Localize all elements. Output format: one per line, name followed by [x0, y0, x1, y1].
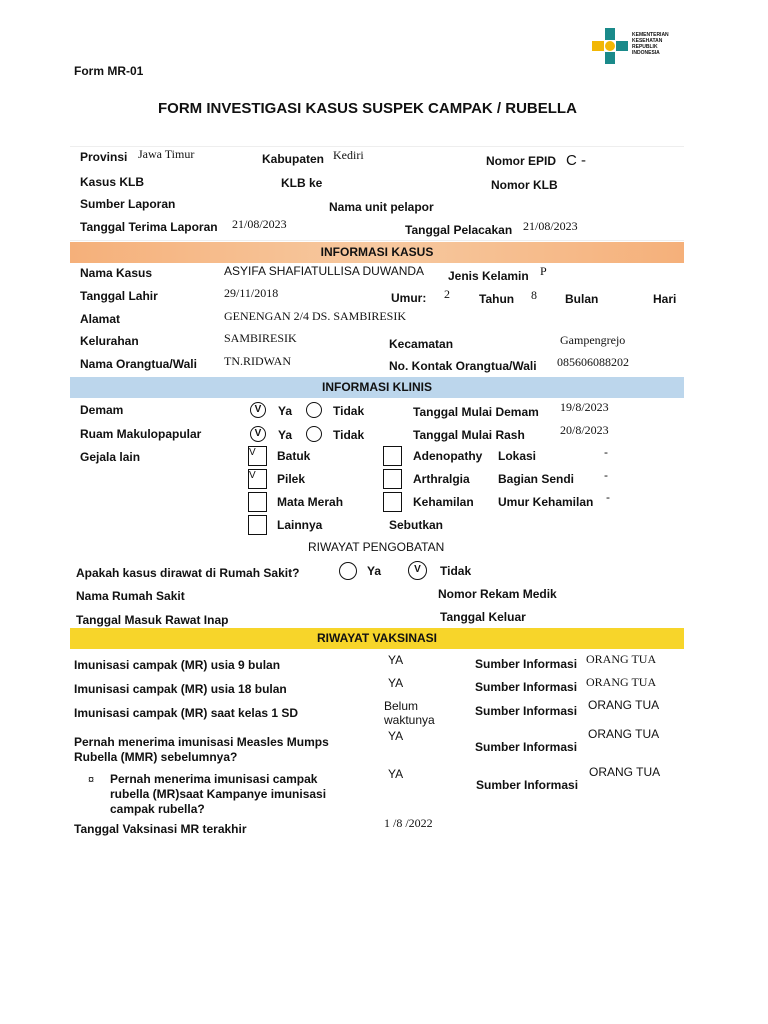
bagian-sendi-value: -	[604, 468, 608, 482]
vaksin-row-kampanye-source: ORANG TUA	[589, 765, 661, 779]
tgl-demam-value: 19/8/2023	[560, 400, 609, 414]
vaksin-row-mmr-answer: YA	[388, 729, 404, 743]
pilek-checkbox[interactable]: V	[248, 469, 267, 489]
batuk-checkbox[interactable]: V	[248, 446, 267, 466]
tanggal-keluar-label: Tanggal Keluar	[440, 610, 526, 624]
vaksin-row-18bulan-answer: YA	[388, 676, 404, 690]
vaksin-row-9bulan-source-label: Sumber Informasi	[475, 657, 578, 671]
kehamilan-label: Kehamilan	[413, 495, 474, 509]
ruam-tidak-radio[interactable]	[306, 426, 322, 442]
ruam-label: Ruam Makulopapular	[80, 427, 202, 441]
lokasi-label: Lokasi	[498, 449, 537, 463]
adenopathy-checkbox[interactable]	[383, 446, 402, 466]
nomor-klb-label: Nomor KLB	[491, 178, 558, 192]
nama-kasus-value: ASYIFA SHAFIATULLISA DUWANDA	[224, 264, 425, 278]
demam-tidak-label: Tidak	[333, 404, 365, 418]
rumah-sakit-label: Nama Rumah Sakit	[76, 589, 185, 603]
logo-text: KEMENTERIAN KESEHATAN REPUBLIK INDONESIA	[632, 32, 669, 56]
demam-ya-radio[interactable]: V	[250, 402, 266, 418]
rawat-ya-radio[interactable]	[339, 562, 357, 580]
row-line	[70, 240, 684, 241]
bulan-label: Bulan	[565, 292, 599, 306]
bullet-icon: ¤	[88, 774, 95, 786]
lainnya-label: Lainnya	[277, 518, 323, 532]
gejala-lain-label: Gejala lain	[80, 450, 141, 464]
tgl-rash-label: Tanggal Mulai Rash	[413, 428, 525, 442]
kecamatan-value: Gampengrejo	[560, 333, 626, 347]
kasus-klb-label: Kasus KLB	[80, 175, 145, 189]
arthralgia-label: Arthralgia	[413, 472, 470, 486]
vaksin-row-sd-question: Imunisasi campak (MR) saat kelas 1 SD	[74, 706, 299, 720]
rawat-ya-label: Ya	[367, 564, 382, 578]
rawat-tidak-radio[interactable]: V	[408, 561, 427, 580]
vaksin-row-kampanye-source-label: Sumber Informasi	[476, 778, 579, 792]
epid-value: C -	[566, 152, 586, 169]
umur-value: 2	[444, 287, 450, 301]
demam-ya-label: Ya	[278, 404, 293, 418]
kecamatan-label: Kecamatan	[389, 337, 454, 351]
tanggal-lahir-label: Tanggal Lahir	[80, 289, 158, 303]
tgl-demam-label: Tanggal Mulai Demam	[413, 405, 539, 419]
tgl-vaksinasi-label: Tanggal Vaksinasi MR terakhir	[74, 822, 247, 836]
bulan-value: 8	[531, 288, 537, 302]
section-riwayat-vaksinasi: RIWAYAT VAKSINASI	[70, 628, 684, 649]
alamat-value: GENENGAN 2/4 DS. SAMBIRESIK	[224, 309, 407, 323]
tgl-vaksinasi-value: 1 /8 /2022	[384, 816, 433, 830]
vaksin-row-mmr-source: ORANG TUA	[588, 727, 660, 741]
batuk-label: Batuk	[277, 449, 311, 463]
nama-kasus-label: Nama Kasus	[80, 266, 153, 280]
lokasi-value: -	[604, 445, 608, 459]
tanggal-lahir-value: 29/11/2018	[224, 286, 279, 300]
kehamilan-checkbox[interactable]	[383, 492, 402, 512]
sebutkan-label: Sebutkan	[389, 518, 444, 532]
lainnya-checkbox[interactable]	[248, 515, 267, 535]
page-title: FORM INVESTIGASI KASUS SUSPEK CAMPAK / RUBELLA	[158, 100, 577, 117]
tgl-pelacakan-label: Tanggal Pelacakan	[405, 223, 513, 237]
kelurahan-value: SAMBIRESIK	[224, 331, 297, 345]
vaksin-row-9bulan-question: Imunisasi campak (MR) usia 9 bulan	[74, 658, 281, 672]
epid-label: Nomor EPID	[486, 154, 557, 168]
tgl-terima-label: Tanggal Terima Laporan	[80, 220, 218, 234]
demam-label: Demam	[80, 403, 124, 417]
unit-pelapor-label: Nama unit pelapor	[329, 200, 434, 214]
section-informasi-klinis: INFORMASI KLINIS	[70, 377, 684, 398]
vaksin-row-sd-source: ORANG TUA	[588, 698, 660, 712]
vaksin-row-sd-source-label: Sumber Informasi	[475, 704, 578, 718]
ortu-value: TN.RIDWAN	[224, 354, 291, 368]
vaksin-row-9bulan-answer: YA	[388, 653, 404, 667]
vaksin-row-kampanye-question: Pernah menerima imunisasi campak rubella (MR)saat Kampanye imunisasi campak rubella?	[110, 772, 327, 816]
provinsi-value: Jawa Timur	[138, 147, 195, 161]
provinsi-label: Provinsi	[80, 150, 128, 164]
kemenkes-logo-icon	[592, 28, 628, 64]
tgl-pelacakan-value: 21/08/2023	[523, 219, 578, 233]
vaksin-row-9bulan-source: ORANG TUA	[586, 652, 657, 666]
vaksin-row-18bulan-source: ORANG TUA	[586, 675, 657, 689]
vaksin-row-sd-answer: Belum waktunya	[384, 699, 435, 727]
rawat-question: Apakah kasus dirawat di Rumah Sakit?	[76, 566, 300, 580]
tgl-terima-value: 21/08/2023	[232, 217, 287, 231]
kontak-label: No. Kontak Orangtua/Wali	[389, 359, 537, 373]
ortu-label: Nama Orangtua/Wali	[80, 357, 197, 371]
tgl-rash-value: 20/8/2023	[560, 423, 609, 437]
umur-kehamilan-value: -	[606, 490, 610, 504]
umur-kehamilan-label: Umur Kehamilan	[498, 495, 594, 509]
masuk-rawat-label: Tanggal Masuk Rawat Inap	[76, 613, 229, 627]
arthralgia-checkbox[interactable]	[383, 469, 402, 489]
ruam-ya-radio[interactable]: V	[250, 426, 266, 442]
alamat-label: Alamat	[80, 312, 121, 326]
jenis-kelamin-label: Jenis Kelamin	[448, 269, 529, 283]
kontak-value: 085606088202	[557, 355, 629, 369]
mata-merah-checkbox[interactable]	[248, 492, 267, 512]
kabupaten-value: Kediri	[333, 148, 364, 162]
tahun-label: Tahun	[479, 292, 515, 306]
ruam-tidak-label: Tidak	[333, 428, 365, 442]
rekam-medik-label: Nomor Rekam Medik	[438, 587, 557, 601]
rawat-tidak-label: Tidak	[440, 564, 472, 578]
klb-ke-label: KLB ke	[281, 176, 323, 190]
kabupaten-label: Kabupaten	[262, 152, 325, 166]
vaksin-row-kampanye-answer: YA	[388, 767, 404, 781]
section-riwayat-pengobatan: RIWAYAT PENGOBATAN	[308, 540, 445, 554]
jenis-kelamin-value: P	[540, 264, 547, 278]
section-informasi-kasus: INFORMASI KASUS	[70, 242, 684, 263]
hari-label: Hari	[653, 292, 677, 306]
adenopathy-label: Adenopathy	[413, 449, 483, 463]
umur-label: Umur:	[391, 291, 427, 305]
vaksin-row-18bulan-source-label: Sumber Informasi	[475, 680, 578, 694]
sumber-laporan-label: Sumber Laporan	[80, 197, 176, 211]
pilek-label: Pilek	[277, 472, 306, 486]
demam-tidak-radio[interactable]	[306, 402, 322, 418]
vaksin-row-mmr-question: Pernah menerima imunisasi Measles Mumps Rubella (MMR) sebelumnya?	[74, 735, 329, 764]
vaksin-row-18bulan-question: Imunisasi campak (MR) usia 18 bulan	[74, 682, 287, 696]
vaksin-row-mmr-source-label: Sumber Informasi	[475, 740, 578, 754]
mata-merah-label: Mata Merah	[277, 495, 344, 509]
kemenkes-logo	[592, 28, 682, 66]
kelurahan-label: Kelurahan	[80, 334, 139, 348]
bagian-sendi-label: Bagian Sendi	[498, 472, 575, 486]
form-code: Form MR-01	[74, 64, 144, 78]
ruam-ya-label: Ya	[278, 428, 293, 442]
